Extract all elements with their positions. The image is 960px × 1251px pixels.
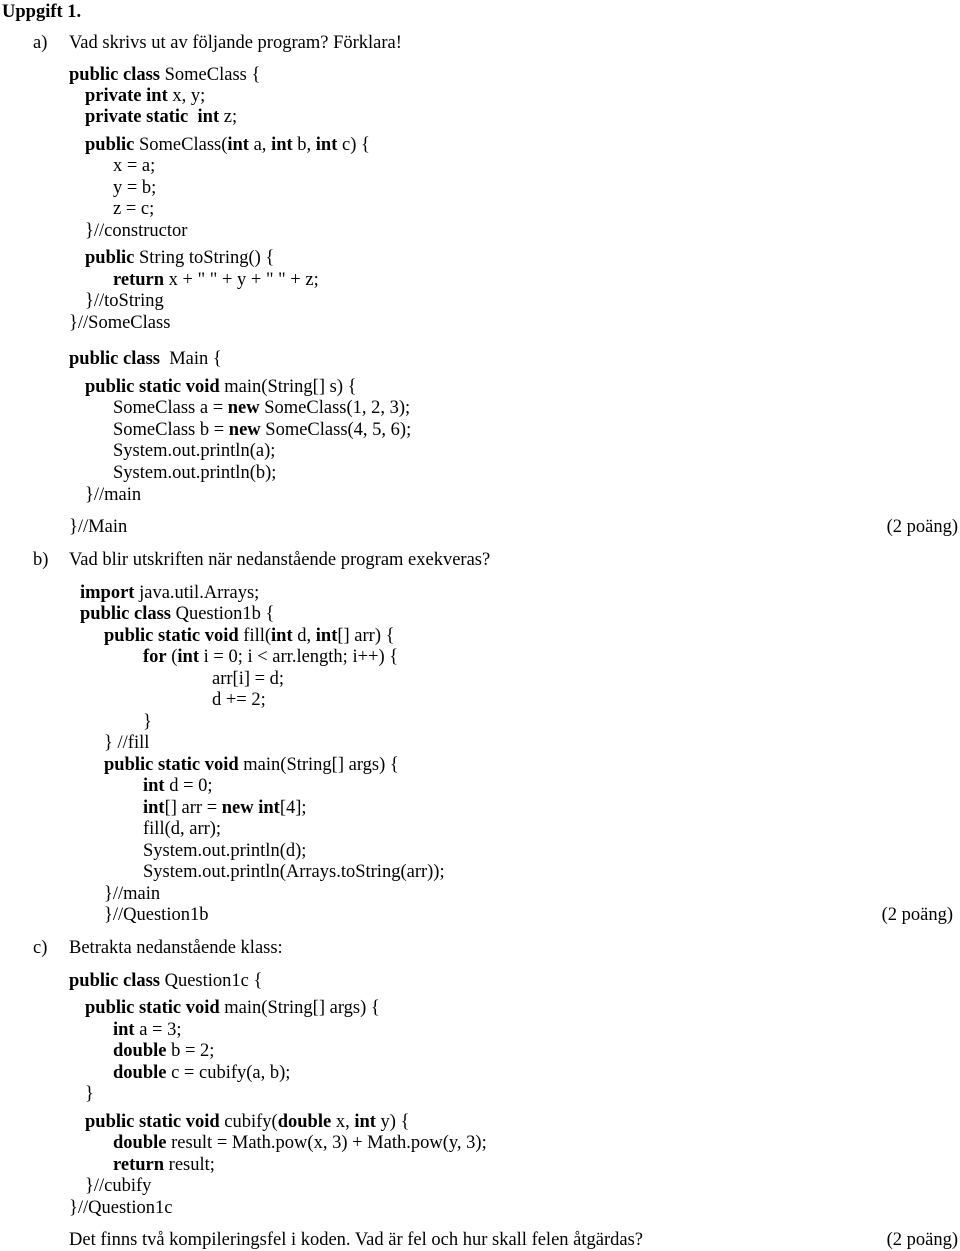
question-b: Vad blir utskriften när nedanstående program exekveras? xyxy=(69,550,491,570)
code-text: ( xyxy=(166,647,178,667)
code-text: SomeClass(4, 5, 6); xyxy=(260,420,412,440)
code-keyword: int xyxy=(113,1020,135,1040)
code-text: b = 2; xyxy=(166,1041,215,1061)
code-text: result = Math.pow(x, 3) + Math.pow(y, 3); xyxy=(166,1133,487,1153)
code-line xyxy=(113,1155,215,1176)
code-text: main(String[] args) { xyxy=(238,755,399,775)
code-text: y) { xyxy=(375,1112,410,1132)
label-a: a) xyxy=(33,33,48,53)
code-text: }//Main xyxy=(69,517,128,537)
code-line xyxy=(113,398,410,419)
code-line xyxy=(85,248,274,269)
code-text: arr[i] = d; xyxy=(212,669,285,689)
label-b: b) xyxy=(33,550,49,570)
code-text: }//Question1c xyxy=(69,1198,173,1218)
code-keyword: public class xyxy=(80,604,171,624)
code-text: d, xyxy=(292,626,316,646)
question-c: Betrakta nedanstående klass: xyxy=(69,938,283,958)
code-keyword: int xyxy=(271,135,293,155)
code-keyword: for xyxy=(143,647,167,667)
code-text: }//toString xyxy=(85,291,164,311)
code-line xyxy=(85,107,237,128)
page-title: Uppgift 1. xyxy=(2,2,82,22)
code-keyword: double xyxy=(113,1063,167,1083)
code-line xyxy=(143,862,445,883)
code-text: System.out.println(d); xyxy=(143,841,307,861)
code-keyword: double xyxy=(277,1112,332,1132)
code-text xyxy=(188,107,197,127)
code-line xyxy=(113,1041,214,1062)
code-line xyxy=(85,485,141,506)
code-line xyxy=(113,1020,182,1041)
code-text: main(String[] args) { xyxy=(219,998,380,1018)
code-text: }//main xyxy=(85,485,142,505)
code-keyword: int xyxy=(315,626,338,646)
code-line xyxy=(104,755,399,776)
code-line xyxy=(69,313,170,334)
code-line xyxy=(113,420,411,441)
code-text: fill( xyxy=(238,626,272,646)
code-line xyxy=(85,291,164,312)
code-line xyxy=(143,798,307,819)
code-text: } //fill xyxy=(104,733,150,753)
code-line xyxy=(80,583,259,604)
code-text: System.out.println(a); xyxy=(113,441,276,461)
code-text: }//SomeClass xyxy=(69,313,171,333)
code-keyword: int xyxy=(177,647,200,667)
code-text: result; xyxy=(164,1155,215,1175)
code-keyword: public class xyxy=(69,65,160,85)
code-line xyxy=(85,998,380,1019)
code-text: x + " " + y + " " + z; xyxy=(164,270,319,290)
code-line xyxy=(104,733,149,754)
code-line xyxy=(212,690,266,711)
code-keyword: int xyxy=(143,776,165,796)
code-text: i = 0; i < arr.length; i++) { xyxy=(199,647,399,667)
code-text: [] arr) { xyxy=(337,626,395,646)
code-text: [] arr = xyxy=(164,798,222,818)
code-text: SomeClass(1, 2, 3); xyxy=(259,398,411,418)
code-keyword: int xyxy=(143,798,165,818)
points-b: (2 poäng) xyxy=(881,905,953,925)
code-text: } xyxy=(143,712,152,732)
code-keyword: int xyxy=(197,107,220,127)
code-text: b, xyxy=(292,135,316,155)
code-text: Main { xyxy=(159,349,222,369)
code-line xyxy=(85,1084,94,1105)
code-line xyxy=(85,221,187,242)
code-text: cubify( xyxy=(219,1112,278,1132)
code-line xyxy=(69,971,262,992)
code-line xyxy=(69,65,260,86)
code-line xyxy=(69,517,127,538)
code-text: d = 0; xyxy=(164,776,213,796)
code-text: [4]; xyxy=(279,798,307,818)
code-line xyxy=(104,884,160,905)
code-text: fill(d, arr); xyxy=(143,819,222,839)
code-keyword: private int xyxy=(85,86,168,106)
code-line xyxy=(113,156,155,177)
code-keyword: public static void xyxy=(85,1112,220,1132)
code-keyword: new xyxy=(228,420,261,440)
code-text: x, xyxy=(331,1112,355,1132)
code-keyword: double xyxy=(113,1041,167,1061)
code-text: }//Question1b xyxy=(104,905,209,925)
code-text: Question1b { xyxy=(170,604,275,624)
code-line xyxy=(104,905,208,926)
code-text: a, xyxy=(248,135,272,155)
code-text: d += 2; xyxy=(212,690,266,710)
code-keyword: int xyxy=(315,135,338,155)
code-line xyxy=(85,135,370,156)
code-text: SomeClass { xyxy=(159,65,261,85)
code-keyword: new xyxy=(227,398,260,418)
code-line xyxy=(143,712,152,733)
code-keyword: public class xyxy=(69,349,160,369)
code-line xyxy=(143,647,398,668)
points-a: (2 poäng) xyxy=(886,517,958,537)
code-text: String toString() { xyxy=(134,248,275,268)
code-line xyxy=(104,626,395,647)
code-text: }//cubify xyxy=(85,1176,152,1196)
code-line xyxy=(113,1063,290,1084)
code-line xyxy=(143,776,213,797)
code-text: } xyxy=(85,1084,94,1104)
code-keyword: return xyxy=(113,1155,165,1175)
code-line xyxy=(85,1112,409,1133)
code-keyword: import xyxy=(80,583,135,603)
code-keyword: public class xyxy=(69,971,160,991)
code-line xyxy=(212,669,284,690)
code-text: x, y; xyxy=(167,86,206,106)
code-keyword: public static void xyxy=(85,998,220,1018)
code-line xyxy=(85,377,357,398)
code-line xyxy=(113,1133,487,1154)
code-text: System.out.println(Arrays.toString(arr)); xyxy=(143,862,445,882)
code-text: y = b; xyxy=(113,178,157,198)
code-line xyxy=(113,270,319,291)
code-line xyxy=(85,1176,151,1197)
code-keyword: public static void xyxy=(104,755,239,775)
code-line xyxy=(69,349,222,370)
label-c: c) xyxy=(33,938,48,958)
code-text: main(String[] s) { xyxy=(219,377,357,397)
footer-question-c: Det finns två kompileringsfel i koden. Vad är fel och hur skall felen åtgärdas? xyxy=(69,1230,644,1250)
code-text: }//constructor xyxy=(85,221,188,241)
code-keyword: int xyxy=(354,1112,376,1132)
code-keyword: public static void xyxy=(104,626,239,646)
code-line xyxy=(143,819,221,840)
code-text: SomeClass b = xyxy=(113,420,229,440)
code-line xyxy=(143,841,306,862)
code-keyword: public xyxy=(85,248,135,268)
code-keyword: int xyxy=(227,135,249,155)
code-text: java.util.Arrays; xyxy=(134,583,260,603)
points-c: (2 poäng) xyxy=(886,1230,958,1250)
code-text: z = c; xyxy=(113,199,155,219)
code-text: c) { xyxy=(337,135,370,155)
code-keyword: double xyxy=(113,1133,167,1153)
code-line xyxy=(113,178,156,199)
code-keyword: public xyxy=(85,135,135,155)
code-text: SomeClass( xyxy=(134,135,228,155)
code-line xyxy=(113,463,276,484)
code-text: c = cubify(a, b); xyxy=(166,1063,291,1083)
code-line xyxy=(69,1198,172,1219)
code-text: }//main xyxy=(104,884,161,904)
code-line xyxy=(113,199,154,220)
code-text: SomeClass a = xyxy=(113,398,228,418)
code-keyword: public static void xyxy=(85,377,220,397)
code-line xyxy=(80,604,274,625)
code-keyword: private static xyxy=(85,107,189,127)
code-text: z; xyxy=(219,107,238,127)
code-keyword: return xyxy=(113,270,165,290)
code-text: x = a; xyxy=(113,156,156,176)
code-line xyxy=(85,86,205,107)
code-line xyxy=(113,441,275,462)
code-keyword: new int xyxy=(221,798,280,818)
code-text: System.out.println(b); xyxy=(113,463,277,483)
question-a: Vad skrivs ut av följande program? Förklara! xyxy=(69,33,402,53)
code-text: a = 3; xyxy=(134,1020,182,1040)
code-keyword: int xyxy=(271,626,293,646)
code-text: Question1c { xyxy=(159,971,263,991)
